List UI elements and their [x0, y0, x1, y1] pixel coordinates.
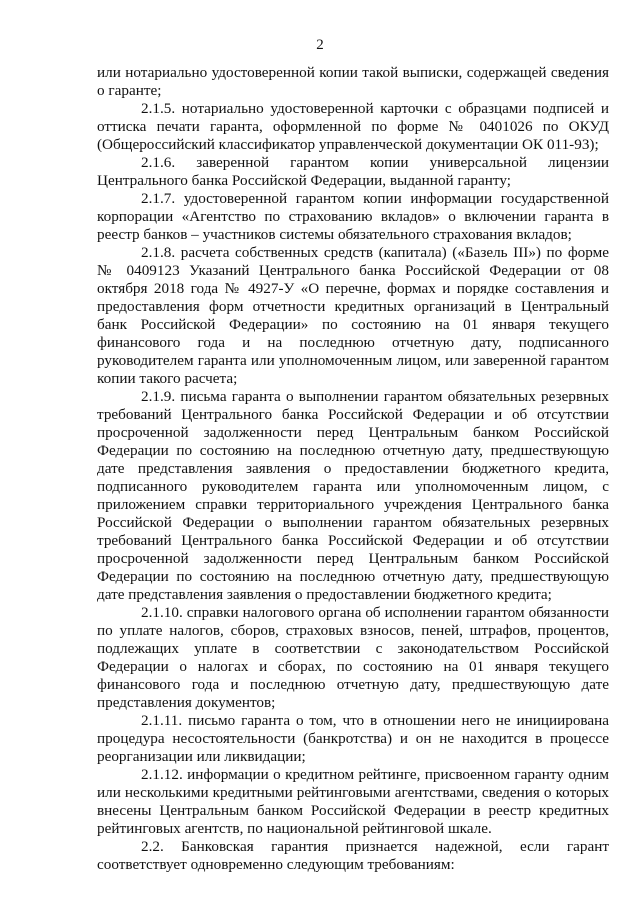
- paragraph-2-1-5: 2.1.5. нотариально удостоверенной карточки с образцами подписей и оттиска печати гаранта, оформленной по форме № 0401026 по ОКУД (Общероссийский классификатор управленческой документации ОК 011-93);: [97, 100, 609, 153]
- paragraph-2-1-8: 2.1.8. расчета собственных средств (капитала) («Базель III») по форме № 0409123 Указаний Центрального банка Российской Федерации от 08 октября 2018 года № 4927-У «О перечне, формах и порядке составления и предоставления форм отчетности кредитных организаций в Центральный банк Российской Федерации» по состоянию на 01 января текущего финансового года и на последнюю отчетную дату, подписанного руководителем гаранта или уполномоченным лицом, или заверенной гарантом копии такого расчета;: [97, 244, 609, 387]
- paragraph-2-1-11: 2.1.11. письмо гаранта о том, что в отношении него не инициирована процедура несостоятельности (банкротства) и он не находится в процессе реорганизации или ликвидации;: [97, 712, 609, 765]
- paragraph-2-1-6: 2.1.6. заверенной гарантом копии универсальной лицензии Центрального банка Российской Федерации, выданной гаранту;: [97, 154, 609, 189]
- paragraph-continuation: или нотариально удостоверенной копии такой выписки, содержащей сведения о гаранте;: [97, 64, 609, 99]
- paragraph-2-1-10: 2.1.10. справки налогового органа об исполнении гарантом обязанности по уплате налогов, сборов, страховых взносов, пеней, штрафов, процентов, подлежащих уплате в соответствии с законодательством Российской Федерации о налогах и сборах, по состоянию на 01 января текущего финансового года и последнюю отчетную дату, предшествующую дате представления документов;: [97, 604, 609, 711]
- paragraph-2-1-12: 2.1.12. информации о кредитном рейтинге, присвоенном гаранту одним или несколькими кредитными рейтинговыми агентствами, сведения о которых внесены Центральным банком Российской Федерации в реестр кредитных рейтинговых агентств, по национальной рейтинговой шкале.: [97, 766, 609, 837]
- paragraph-2-1-9: 2.1.9. письма гаранта о выполнении гарантом обязательных резервных требований Центрального банка Российской Федерации и об отсутствии просроченной задолженности перед Центральным банком Российской Федерации по состоянию на последнюю отчетную дату, предшествующую дате представления заявления о предоставлении бюджетного кредита, подписанного руководителем гаранта или уполномоченным лицом, с приложением справки территориального учреждения Центрального банка Российской Федерации о выполнении гарантом обязательных резервных требований Центрального банка Российской Федерации и об отсутствии просроченной задолженности перед Центральным банком Российской Федерации по состоянию на последнюю отчетную дату, предшествующую дате представления заявления о предоставлении бюджетного кредита;: [97, 388, 609, 603]
- page-number: 2: [316, 37, 324, 53]
- document-body: [97, 64, 609, 874]
- paragraph-2-1-7: 2.1.7. удостоверенной гарантом копии информации государственной корпорации «Агентство по страхованию вкладов» о включении гаранта в реестр банков – участников системы обязательного страхования вкладов;: [97, 190, 609, 243]
- paragraph-2-2: 2.2. Банковская гарантия признается надежной, если гарант соответствует одновременно следующим требованиям:: [97, 838, 609, 873]
